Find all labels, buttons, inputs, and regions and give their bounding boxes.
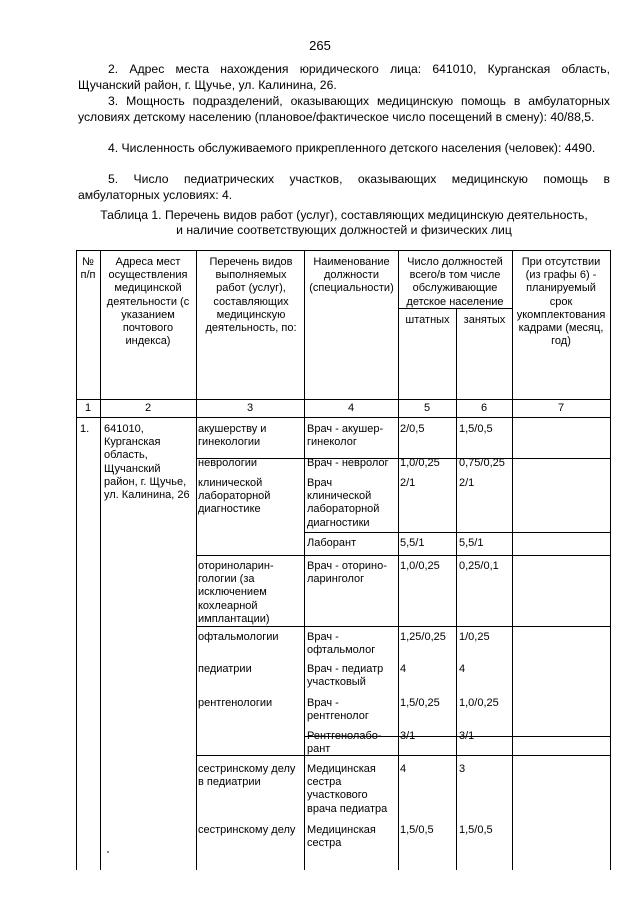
paragraph-capacity: 3. Мощность подразделений, оказывающих медицинскую помощь в амбулаторных условиях детскому населению (плановое/фактическое число посещений в смену): 40/88,5. [78,94,610,124]
address-cell: 641010, Курганская область, Щучанский район, г. Щучье, ул. Калинина, 26 [104,423,190,502]
occupied-value: 1,5/0,5 [459,824,493,836]
position-nurse: Медицинская сестра [307,824,376,850]
column-number-4: 4 [347,402,355,414]
position-district-nurse: Медицинская сестра участкового врача педиатра [307,763,388,815]
position-otolaryngologist: Врач - оторино-ларинголог [307,560,387,586]
position-obstetrician: Врач - акушер-гинеколог [307,423,384,449]
occupied-value: 3 [459,763,466,775]
work-obstetrics: акушерству и гинекологии [198,423,267,449]
staff-value: 2/0,5 [400,423,425,435]
staff-value: 4 [400,763,407,775]
staff-value: 1,0/0,25 [400,560,440,572]
column-number-6: 6 [480,402,488,414]
header-position: Наименование должности (специальности) [309,256,394,295]
work-pediatrics: педиатрии [198,663,252,675]
row-number: 1. [80,423,90,435]
column-number-1: 1 [84,402,92,414]
scan-speck [107,851,109,853]
work-ophthalmology: офтальмологии [198,631,279,643]
staff-value: 5,5/1 [400,537,425,549]
position-neurologist: Врач - невролог [307,457,389,469]
position-lab-assistant: Лаборант [307,537,357,549]
staff-value: 1,0/0,25 [400,457,440,469]
work-pediatric-nursing: сестринскому делу в педиатрии [198,763,296,789]
staff-value: 4 [400,663,407,675]
occupied-value: 3/1 [459,730,475,742]
position-radiologist: Врач - рентгенолог [307,697,369,723]
occupied-value: 1,5/0,5 [459,423,493,435]
table-caption [78,208,610,238]
staff-value: 3/1 [400,730,416,742]
work-radiology: рентгенологии [198,697,273,709]
occupied-value: 5,5/1 [459,537,484,549]
staff-value: 1,25/0,25 [400,631,446,643]
header-address: Адреса мест осуществления медицинской деятельности (с указанием почтового индекса) [106,256,190,348]
work-nursing: сестринскому делу [198,824,296,836]
staff-value: 1,5/0,25 [400,697,440,709]
occupied-value: 0,25/0,1 [459,560,499,572]
occupied-value: 1/0,25 [459,631,490,643]
occupied-value: 2/1 [459,477,475,489]
work-lab-diagnostics: клинической лабораторной диагностике [198,477,271,516]
column-number-5: 5 [423,402,431,414]
staff-value: 1,5/0,5 [400,824,434,836]
header-number: № п/п [80,256,96,282]
column-number-3: 3 [246,402,254,414]
occupied-value: 1,0/0,25 [459,697,499,709]
position-lab-doctor: Врач клинической лабораторной диагностики [307,477,380,529]
column-number-7: 7 [557,402,565,414]
header-staff: штатных [405,314,450,326]
header-staffing-term: При отсутствии (из графы 6) - планируемый срок укомплектования кадрами (месяц, год) [516,256,606,348]
services-table [76,250,611,870]
staff-value: 2/1 [400,477,416,489]
table-caption-line-1: Таблица 1. Перечень видов работ (услуг), составляющих медицинскую деятельность, [100,208,588,222]
work-otorhinolaryngology: оториноларин-гологии (за исключением кохлеарной имплантации) [198,560,274,625]
paragraph-pediatric-sites: 5. Число педиатрических участков, оказывающих медицинскую помощь в амбулаторных условиях: 4. [78,172,610,202]
position-pediatrician: Врач - педиатр участковый [307,663,384,689]
header-works: Перечень видов выполняемых работ (услуг), составляющих медицинскую деятельность, по: [205,256,297,335]
column-number-2: 2 [144,402,152,414]
page-number: 265 [309,38,331,53]
paragraph-legal-address: 2. Адрес места нахождения юридического лица: 641010, Курганская область, Щучанский район, г. Щучье, ул. Калинина, 26. [78,62,610,92]
table-caption-line-2: и наличие соответствующих должностей и физических лиц [176,223,512,237]
work-neurology: неврологии [198,457,257,469]
occupied-value: 4 [459,663,466,675]
header-positions-count: Число должностей всего/в том числе обслуживающие детское население [406,256,504,308]
header-occupied: занятых [463,314,506,326]
occupied-value: 0,75/0,25 [459,457,505,469]
position-x-ray-technician: Рентгенолабо-рант [307,730,382,756]
paragraph-population: 4. Численность обслуживаемого прикрепленного детского населения (человек): 4490. [108,141,596,155]
position-ophthalmologist: Врач - офтальмолог [307,631,376,657]
